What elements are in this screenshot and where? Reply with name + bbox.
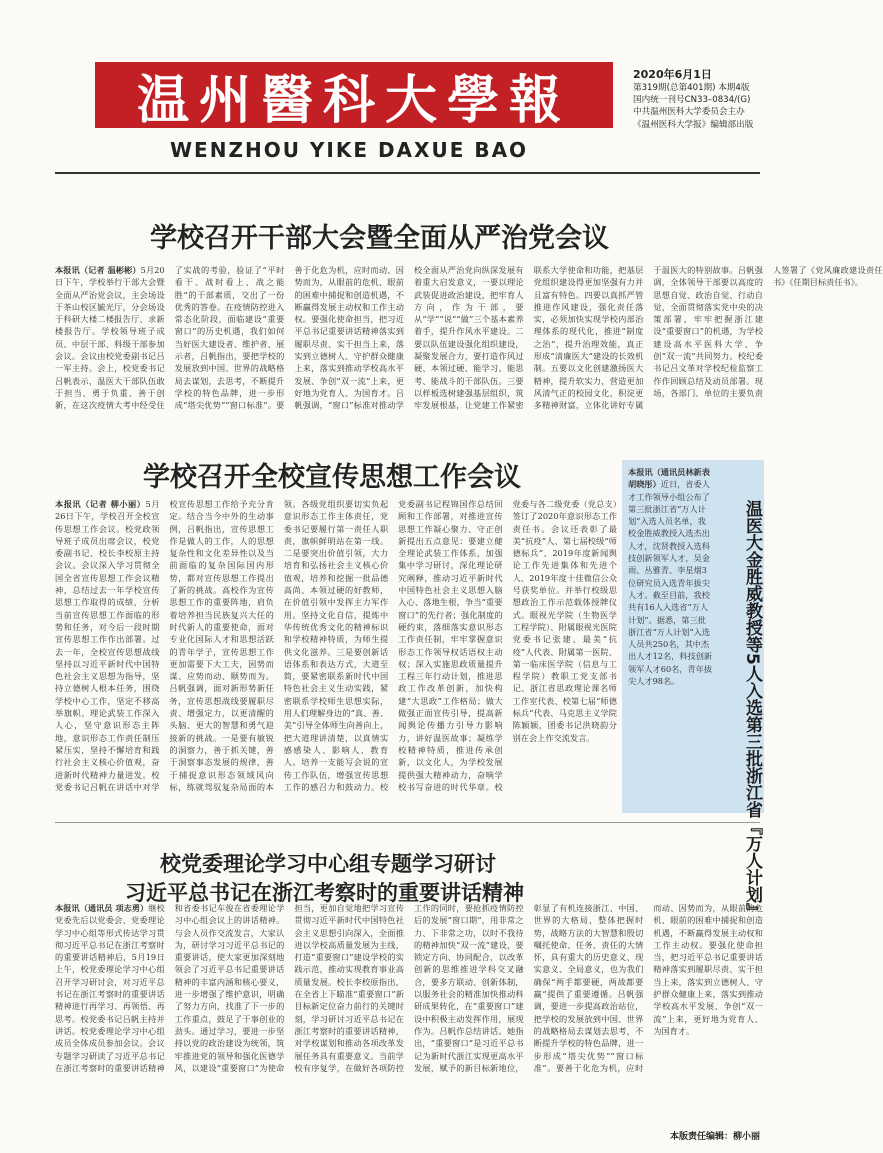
section-divider xyxy=(55,822,760,823)
masthead-rule xyxy=(55,172,760,174)
issue-line: 中共温州医科大学委员会主办 xyxy=(633,107,745,118)
issue-date: 2020年6月1日 xyxy=(633,68,712,81)
article3-headline-line2: 习近平总书记在浙江考察时的重要讲话精神 xyxy=(125,881,524,905)
sidebar-body: 近日，省委人才工作领导小组公布了第三批浙江省“万人计划”入选人员名单，我校金胜威教授入选杰出人才，沈贤教授入选科技创新领军人才，吴金雨、丛雅青、李星烟3位研究员入选青年拔尖人才。截至目前，我校共有16人入选省“万人计划”。据悉，第三批浙江省“万人计划”入选人员共250名，其中杰出人才12名，科技创新领军人才60名，青年拔尖人才98名。 xyxy=(628,479,713,687)
issue-line: 国内统一刊号CN33–0834/(G) xyxy=(633,95,751,106)
issue-line: 《温州医科大学报》编辑部出版 xyxy=(633,119,754,130)
article3-headline-line1: 校党委理论学习中心组专题学习研讨 xyxy=(160,852,496,876)
article1-byline: 本报讯（记者 温彬彬） xyxy=(55,265,141,275)
article2-byline: 本报讯（记者 柳小丽） xyxy=(55,499,146,509)
page-editor: 本版责任编辑：柳小丽 xyxy=(669,1132,760,1142)
masthead-pinyin: WENZHOU YIKE DAXUE BAO xyxy=(170,138,529,162)
sidebar-byline: 本报讯（通讯员林新表胡晓彤） xyxy=(628,467,710,490)
sidebar-text xyxy=(628,466,714,687)
article3-byline: 本报讯（通讯员 项志勇） xyxy=(55,903,149,913)
article1-text: 5月20日下午，学校举行干部大会暨全面从严治党会议，主会场设于茶山校区毓光厅，分会场设于科研大楼二楼报告厅、求新楼报告厅。学校领导班子成员、中层干部、科级干部参加会议。会议由校党委副书记吕一军主持。会上，校党委书记吕帆表示，温医大干部队伍敢于担当、勇于负重、善于创新，在这次疫情大考中经受住了实战的考验，验证了“平时看干、战时看上、战之能胜”的干部素质，交出了一份优秀的答卷。在疫情防控进入常态化阶段，面临建设“重要窗口”的历史机遇，我们如何当好医大建设者、维护者、展示者，吕帆指出，要把学校的发展放到中国、世界的战略格局去谋划，去思考，不断提升学校的特色品牌，进一步形成“塔尖优势”“窗口标准”。要善于化危为机，应时而动、因势而为，从眼前的危机、眼前的困难中捕捉和创造机遇，不断赢得发展主动权和工作主动权。要强化使命担当，把习近平总书记重要讲话精神落实到履职尽责、实干担当上来，落实到立德树人、守护群众健康上来，落实到推动学校高水平发展、争创“双一流”上来，更好地为党育人、为国育才。吕帆强调，“窗口”标准对推动学校全面从严治党向纵深发展有着重大启发意义，一要以理论武装促进政治建设，把牢育人方向，作为干部，要从“学”“说”“做”三个基本素养着手，提升作风水平建设。二要以队伍建设强化组织建设，凝聚发展合力，要打造作风过硬、本领过硬、能学习、能思考、能战斗的干部队伍。三要以样板选树建强基层组织，筑牢发展根基，让党建工作紧密联系大学使命和功能，把基层党组织建设得更加坚强有力并且富有特色。四要以真抓严管推进作风建设，强化责任落实，必须加快实现学校内部治理体系的现代化，推进“制度之治”，提升治理效能，真正形成“清廉医大”建设的长效机制。五要以文化创建激扬医大精神，提升软实力，营造更加风清气正的校园文化，积淀更多精神财富，立体化讲好专属于温医大的特别故事。吕帆强调，全体领导干部要以高度的思想自觉、政治自觉、行动自觉，全面贯彻落实党中央的决策部署，牢牢把握浙江建设“重要窗口”的机遇，为学校建设高水平医科大学、争创“双一流”共同努力。校纪委书记吕文革对学校纪检监察工作作回顾总结及动员部署。现场，各部门、单位的主要负责人签署了《党风廉政建设责任书》《任期目标责任书》。 xyxy=(55,265,883,411)
article1-body xyxy=(55,264,883,416)
issue-line: 第319期(总第401期) 本期4版 xyxy=(633,83,750,93)
article3-body xyxy=(55,832,763,1122)
article2-text: 5月26日下午，学校召开全校宣传思想工作会议。校党政领导班子成员出席会议，校党委副书记、校长李校原主持会议。会议深入学习贯彻全国全省宣传思想工作会议精神，总结过去一年学校宣传思想工作取得的成绩，分析当前宣传思想工作面临的形势和任务，对今后一段时期宣传思想工作作出部署。过去一年，全校宣传思想战线坚持以习近平新时代中国特色社会主义思想为指导，坚持立德树人根本任务，围绕学校中心工作，坚定不移高举旗帜、理论武装工作深入人心，坚守意识形态主阵地，意识形态工作责任制压紧压实，坚持不懈培育和践行社会主义核心价值观，奋进新时代精神力量进发。校党委书记吕帆在讲话中对学校宣传思想工作给予充分肯定。结合当今中外的生动事例，吕帆指出，宣传思想工作是做人的工作，人的思想复杂性和文化差异性以及当前面临的复杂国际国内形势，都对宣传思想工作提出了新的挑战。高校作为宣传思想工作的重要阵地，肩负着培养担当民族复兴大任的时代新人的重要使命，面对专业化国际人才和思想活跃的青年学子，宣传思想工作更加需要下大工夫，因势而谋、应势而动、顺势而为。吕帆强调，面对新形势新任务，宣传思想战线要履职尽责、增强定力，以更清醒的头脑、更大的智慧和勇气迎接新的挑战。一是要有敏锐的洞察力，善于抓关键，善于洞察事态发展的规律，善于捕捉意识形态领域风向标，练就驾驭复杂局面的本领。各级党组织要切实负起意识形态工作主体责任，党委书记要履行第一责任人职责，旗帜鲜明站在第一线。二是要突出价值引领，大力培育和弘扬社会主义核心价值观，培养和挖掘一批品德高尚、本领过硬的好教师，在价值引领中发挥主力军作用。坚持文化自信，提炼中华传统优秀文化的精神标识和学校精神特质，为师生提供文化滋养。三是要创新话语体系和表达方式，大道至简，要紧密联系新时代中国特色社会主义生动实践，紧密联系学校师生思想实际，用人们理解身边的“真、善、美”引导全体师生向善向上，把大道理讲清楚，以真情实感感染人、影响人、教育人。培养一支能写会说的宣传工作队伍，增强宣传思想工作的感召力和鼓动力。校党委副书记程锦国作总结回顾和工作部署，对推进宣传思想工作凝心聚力、守正创新提出五点意见：要建立健全理论武装工作体系，加强集中学习研讨，深化理论研究阐释，推动习近平新时代中国特色社会主义思想入脑入心、落地生根，争当“重要窗口”的先行者；强化制度的硬约束，落细落实意识形态工作责任制，牢牢掌握意识形态工作领导权话语权主动权；深入实施思政质量提升工程三年行动计划，推进思政工作改革创新，加快构建“大思政”工作格局；做大做强正面宣传引导，提高新闻舆论传播力引导力影响力，讲好温医故事；凝练学校精神特质，推进传承创新，以文化人，为学校发展提供强大精神动力，奋响学校书写奋进的时代华章。校党委与各二级党委（党总支）签订了2020年意识形态工作责任书。会议还表彰了最美“抗疫”人、第七届校级“师德标兵”、2019年度新闻舆论工作先进集体和先进个人、2019年度十佳微信公众号获奖单位。并举行校级思想政治工作示范载体授牌仪式。眼视光学院（生物医学工程学院）、附属眼视光医院党委书记张建、最美“抗疫”人代表、附属第一医院、第一临床医学院（信息与工程学院）教职工党支部书记、浙江省思政理论课名师工作室代表、校第七届“师德标兵”代表、马克思主义学院陈颖颖，团委书记洪晓韵分别在会上作交流发言。 xyxy=(55,499,617,792)
masthead-title: 温州醫科大學報 xyxy=(95,62,613,128)
sidebar-headline: 温医大金胜威教授等5人入选第三批浙江省『万人计划』 xyxy=(742,500,762,920)
article1-headline: 学校召开干部大会暨全面从严治党会议 xyxy=(150,223,609,254)
article2-headline: 学校召开全校宣传思想工作会议 xyxy=(143,462,521,493)
article2-body xyxy=(55,498,617,812)
issue-info xyxy=(633,67,783,131)
article3-text: 继校党委先后以党委会、党委理论学习中心组等形式传达学习贯彻习近平总书记在浙江考察时的重要讲话精神后，5月19日上午，校党委理论学习中心组召开学习研讨会，对习近平总书记在浙江考察时的重要讲话精神进行再学习、再领悟、再思考。校党委书记吕帆主持并讲话。校党委理论学习中心组成员全体成员参加会议。会议专题学习研读了习近平总书记在浙江考察时的重要讲话精神和省委书记车俊在省委理论学习中心组会议上的讲话精神。与会人员作交流发言，大家认为，研讨学习习近平总书记的重要讲话，使大家更加深刻地领会了习近平总书记重要讲话精神的丰富内涵和核心要义，进一步增强了维护意识，明确了努力方向，找准了下一步的工作重点，鼓足了干事创业的劲头。通过学习，要进一步坚持以党的政治建设为统领，筑牢推进党的领导和强化医德学风，以建设“重要窗口”为使命担当，更加自觉地把学习宣传贯彻习近平新时代中国特色社会主义思想引向深入，全面推进以学校高质量发展为主线，打造“重要窗口”建设学校的实践示范，推动实现教育事业高质量发展。校长李校原指出，在全省上下瞄准“重要窗口”新目标新定位奋力前行的关键时刻，学习研讨习近平总书记在浙江考察时的重要讲话精神，对学校谋划和推动各项改革发展任务具有重要意义。当前学校有序复学，在做好各项防控工作的同时，要抢抓疫情防控后的发展“窗口期”，用非常之力、下非常之功，以时不我待的精神加快“双一流”建设，要锁定方向、协同配合，以改革创新的思维推进学科交叉融合，要多方联动、创新体制，以服务社会的精准加快推动科研成果转化，在“重要窗口”建设中积极主动发挥作用，展现作为。吕帆作总结讲话。她指出，“重要窗口”是习近平总书记为新时代浙江实现更高水平发展，赋予的新目标新地位，彰显了有机连接浙江、中国、世界的大格局，整体把握时势，战略方法的大智慧和殷切嘱托使命、任务、责任的大情怀，具有重大的历史意义、现实意义、全局意义，也为我们确保“两手都要硬，两战都要赢”提供了重要遵循。吕帆强调，要进一步提高政治站位，把学校的发展放到中国、世界的战略格局去谋划去思考，不断提升学校的特色品牌，进一步形成“塔尖优势”“窗口标准”。要善于化危为机，应时而动、因势而为，从眼前的危机、眼前的困难中捕捉和创造机遇，不断赢得发展主动权和工作主动权。要强化使命担当，把习近平总书记重要讲话精神落实到履职尽责、实干担当上来，落实到立德树人、守护群众健康上来，落实到推动学校高水平发展、争创“双一流”上来，更好地为党育人、为国育才。 xyxy=(55,903,763,1073)
